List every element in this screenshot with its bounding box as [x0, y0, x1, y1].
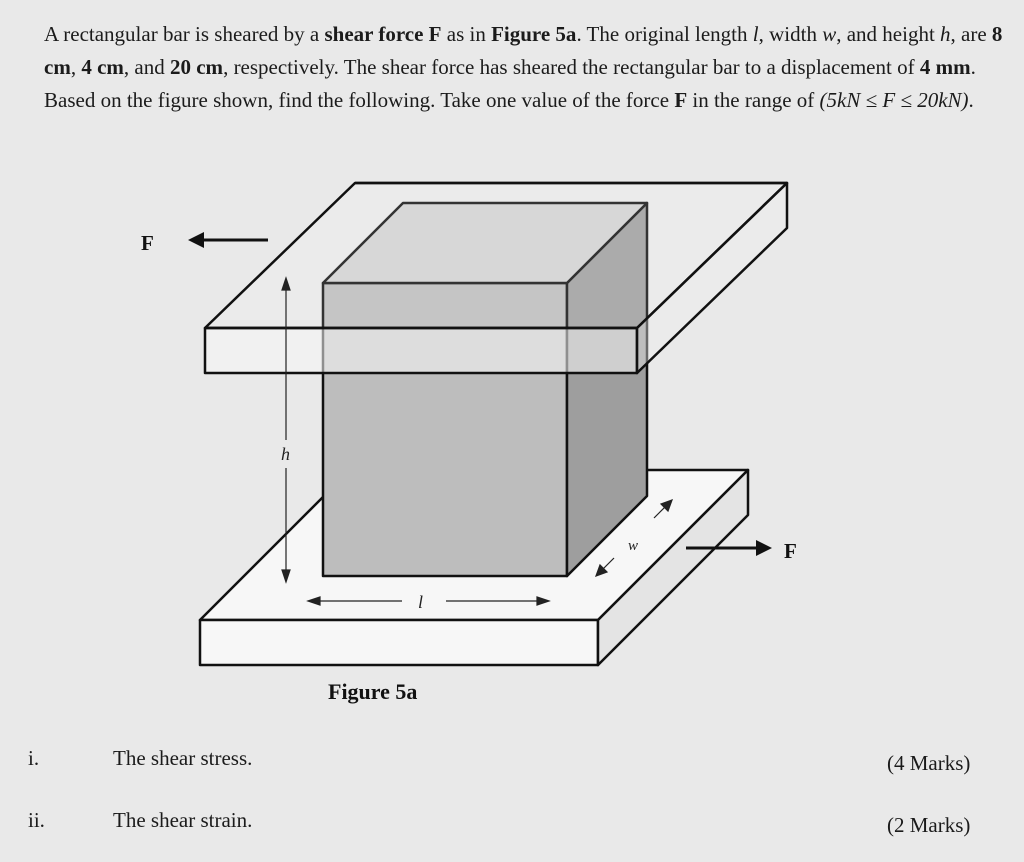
var-h: h — [940, 22, 951, 46]
force-label-top: F — [141, 231, 154, 255]
value-length: 8 cm — [44, 22, 1003, 79]
text-run: , width — [758, 22, 823, 46]
text-run: . The original length — [576, 22, 753, 46]
top-plate — [205, 183, 787, 373]
question-2-marks: (2 Marks) — [887, 813, 971, 837]
force-label-bottom: F — [784, 539, 797, 563]
text-run: , are — [950, 22, 992, 46]
text-run: A rectangular bar is sheared by a — [44, 22, 325, 46]
value-displacement: 4 mm — [919, 55, 971, 79]
value-height: 20 cm — [169, 55, 224, 79]
bold-var-F: F — [674, 88, 688, 112]
bold-term-shear-force: shear force F — [324, 22, 442, 46]
question-1-text: The shear stress. — [113, 746, 253, 770]
label-w: w — [628, 538, 639, 554]
text-run: , — [70, 55, 82, 79]
question-2-number: ii. — [28, 808, 45, 832]
label-h: h — [281, 444, 290, 464]
text-run: , and — [123, 55, 170, 79]
text-run: . Based on the figure shown, find the following. Take one value of the force — [44, 55, 976, 112]
text-run: as in — [441, 22, 492, 46]
text-run: , and height — [836, 22, 941, 46]
value-width: 4 cm — [81, 55, 124, 79]
figure-caption: Figure 5a — [328, 679, 418, 704]
text-run: in the range of — [687, 88, 820, 112]
force-range: (5kN ≤ F ≤ 20kN) — [819, 88, 969, 112]
bold-term-figure: Figure 5a — [491, 22, 577, 46]
var-l: l — [752, 22, 759, 46]
var-w: w — [822, 22, 837, 46]
text-run: . — [968, 88, 974, 112]
question-1-number: i. — [28, 746, 40, 770]
force-arrow-left — [188, 232, 268, 248]
question-1-marks: (4 Marks) — [887, 751, 971, 775]
question-2-text: The shear strain. — [113, 808, 253, 832]
label-l: l — [418, 592, 424, 612]
text-run: , respectively. The shear force has sheared the rectangular bar to a displacement of — [223, 55, 920, 79]
